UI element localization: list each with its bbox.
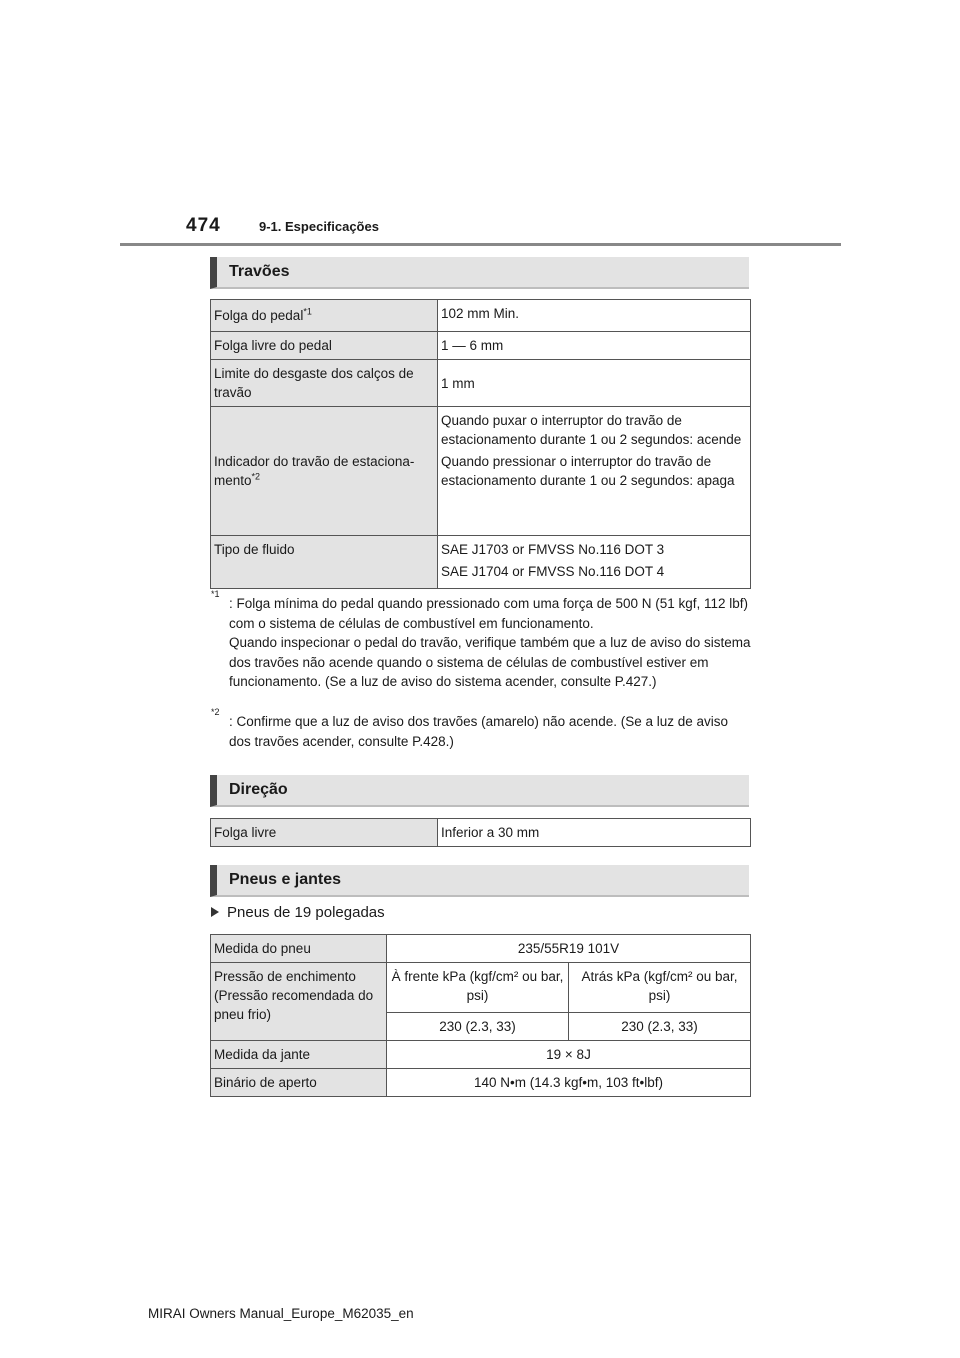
footnote-2: *2 : Confirme que a luz de aviso dos travões (amarelo) não acende. (Se a luz de aviso dos travões acender, consulte P.428.) bbox=[211, 712, 751, 751]
table-row bbox=[211, 536, 751, 589]
row-value: SAE J1703 or FMVSS No.116 DOT 3 SAE J1704 or FMVSS No.116 DOT 4 bbox=[438, 536, 751, 589]
table-row bbox=[211, 963, 751, 1013]
tyres-subheading: Pneus de 19 polegadas bbox=[211, 904, 385, 921]
row-label: Binário de aperto bbox=[211, 1069, 387, 1097]
row-label: Folga livre do pedal bbox=[211, 332, 438, 360]
table-row bbox=[211, 332, 751, 360]
steering-table bbox=[210, 818, 751, 847]
front-header: À frente kPa (kgf/cm² ou bar, psi) bbox=[387, 963, 569, 1013]
row-value: Inferior a 30 mm bbox=[438, 819, 751, 847]
tyres-header bbox=[210, 865, 749, 897]
row-value: 1 — 6 mm bbox=[438, 332, 751, 360]
tyres-table bbox=[210, 934, 751, 1097]
row-label: Medida da jante bbox=[211, 1041, 387, 1069]
brakes-header bbox=[210, 257, 749, 289]
footnote-text: : Folga mínima do pedal quando pressionado com uma força de 500 N (51 kgf, 112 lbf) com o sistema de células de combustível em funcionamento. Quando inspecionar o pedal do travão, verifique também que a luz de aviso do sistema dos travões não acende quando o sistema de células de combustível estiver em funcionamento. (Se a luz de aviso do sistema acender, consulte P.427.) bbox=[229, 596, 751, 689]
row-value: 235/55R19 101V bbox=[387, 935, 751, 963]
header-rule bbox=[120, 243, 841, 246]
row-value: 102 mm Min. bbox=[438, 300, 751, 332]
row-label: Indicador do travão de estaciona-mento$^{*2}$ bbox=[211, 407, 438, 536]
table-row bbox=[211, 819, 751, 847]
page-number: 474 bbox=[186, 215, 221, 236]
brakes-table bbox=[210, 299, 751, 589]
table-row bbox=[211, 935, 751, 963]
table-row bbox=[211, 360, 751, 407]
triangle-bullet-icon bbox=[211, 907, 219, 917]
row-value: 1 mm bbox=[438, 360, 751, 407]
row-label: Pressão de enchimento (Pressão recomendada do pneu frio) bbox=[211, 963, 387, 1041]
steering-header bbox=[210, 775, 749, 807]
footer-text: MIRAI Owners Manual_Europe_M62035_en bbox=[148, 1306, 414, 1321]
table-row bbox=[211, 1069, 751, 1097]
row-label: Medida do pneu bbox=[211, 935, 387, 963]
row-value: Quando puxar o interruptor do travão de estacionamento durante 1 ou 2 segundos: acende Quando pressionar o interruptor do travão de estacionamento durante 1 ou 2 segundos: apaga bbox=[438, 407, 751, 536]
table-row bbox=[211, 407, 751, 536]
row-label: Limite do desgaste dos calços de travão bbox=[211, 360, 438, 407]
row-value: 140 N•m (14.3 kgf•m, 103 ft•lbf) bbox=[387, 1069, 751, 1097]
table-row bbox=[211, 1041, 751, 1069]
row-label: Folga do pedal$^{*1}$ bbox=[211, 300, 438, 332]
rear-header: Atrás kPa (kgf/cm² ou bar, psi) bbox=[569, 963, 751, 1013]
steering-title: Direção bbox=[229, 781, 288, 798]
section-title: 9-1. Especificações bbox=[259, 219, 379, 234]
row-value: 19 × 8J bbox=[387, 1041, 751, 1069]
brakes-title: Travões bbox=[229, 263, 290, 280]
table-row bbox=[211, 300, 751, 332]
row-label: Tipo de fluido bbox=[211, 536, 438, 589]
front-value: 230 (2.3, 33) bbox=[387, 1013, 569, 1041]
rear-value: 230 (2.3, 33) bbox=[569, 1013, 751, 1041]
tyres-title: Pneus e jantes bbox=[229, 871, 342, 888]
footnote-1: *1 : Folga mínima do pedal quando pressionado com uma força de 500 N (51 kgf, 112 lbf) com o sistema de células de combustível em funcionamento. Quando inspecionar o pedal do travão, verifique também que a luz de aviso do sistema dos travões não acende quando o sistema de células de combustível estiver em funcionamento. (Se a luz de aviso do sistema acender, consulte P.427.) bbox=[211, 594, 751, 692]
footnote-text: : Confirme que a luz de aviso dos travões (amarelo) não acende. (Se a luz de aviso dos travões acender, consulte P.428.) bbox=[229, 714, 729, 749]
row-label: Folga livre bbox=[211, 819, 438, 847]
